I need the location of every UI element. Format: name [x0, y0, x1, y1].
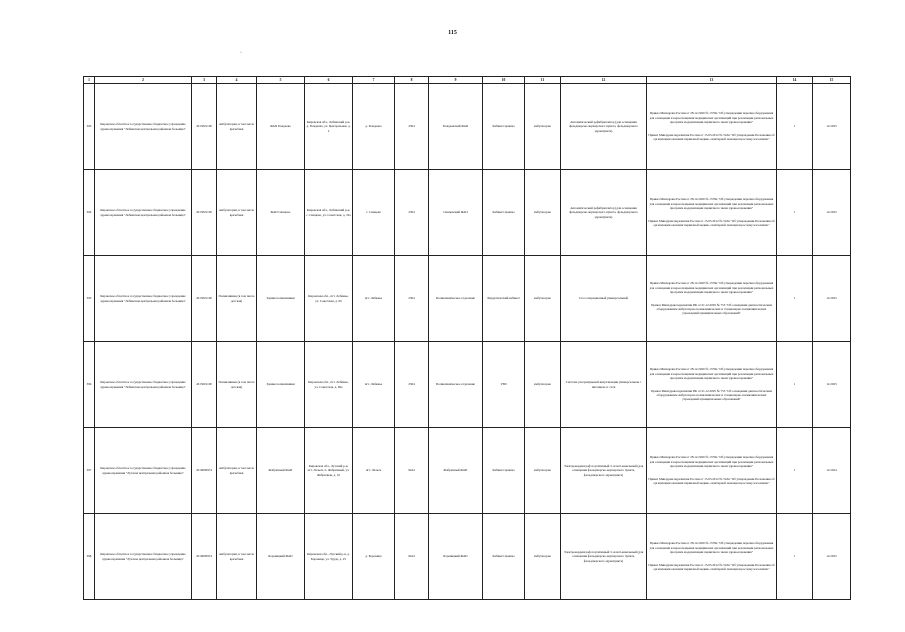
row-number: 398: [84, 514, 95, 600]
quantity: 1: [777, 84, 813, 170]
department: Поликлиническое отделение: [429, 256, 483, 342]
quantity: 1: [777, 428, 813, 514]
care-conditions: амбулаторно: [525, 342, 561, 428]
column-header: 2: [95, 77, 192, 84]
quantity: 1: [777, 514, 813, 600]
quantity: 1: [777, 256, 813, 342]
unit-name: Боровицкий ФАП: [257, 514, 305, 600]
organization-name: Кировское областное государственное бюджетное учреждение здравоохранения "Лебяжская центральная районная больница": [95, 256, 192, 342]
organization-name: Кировское областное государственное бюджетное учреждение здравоохранения "Лебяжская центральная районная больница": [95, 84, 192, 170]
equipment-name: Электрокардиограф портативный 3- или 6-канальный (для оснащения фельдшерско-акушерского пункта, фельдшерского здравпункта): [561, 428, 647, 514]
facility-type: Амбулатория, в том числе врачебная: [217, 170, 257, 256]
table-body: [84, 84, 851, 600]
care-conditions: амбулаторно: [525, 256, 561, 342]
facility-type: Поликлиника (в том числе детская): [217, 256, 257, 342]
legal-basis-order-1: Приказ Минздрава России от 28.12.2020 № 1379н "Об утверждении перечня оборудования для оснащения и переоснащения медицинских организаций при реализации региональных программ модернизации первичного звена здравоохранения": [649, 111, 774, 124]
org-code: 4315001100: [192, 342, 217, 428]
row-number: 397: [84, 428, 95, 514]
department: Синцовский ФАП: [429, 170, 483, 256]
oktmo-code: 2304: [395, 84, 429, 170]
locality: пгт. Лальск: [353, 428, 395, 514]
oktmo-code: 2304: [395, 342, 429, 428]
legal-basis-order-2: Приказ Минздравсоцразвития РФ от 01.12.2005 № 753 "Об оснащении диагностическим оборудованием амбулаторно-поликлинических и стационарно-поликлинических учреждений муниципальных образований": [651, 389, 772, 402]
locality: пгт. Лебяжье: [353, 256, 395, 342]
room: Кабинет приема: [483, 428, 525, 514]
address: Кировская обл., пгт. Лебяжье, ул. Советская, д. 69а: [305, 342, 353, 428]
table-row: [84, 428, 851, 514]
legal-basis-order-1: Приказ Минздрава России от 28.12.2020 № 1379н "Об утверждении перечня оборудования для оснащения и переоснащения медицинских организаций при реализации региональных программ модернизации первичного звена здравоохранения": [649, 281, 774, 294]
locality: пгт. Лебяжье: [353, 342, 395, 428]
delivery-date: 12.2025: [813, 342, 851, 428]
care-conditions: амбулаторно: [525, 428, 561, 514]
table-row: [84, 84, 851, 170]
table-row: [84, 170, 851, 256]
table-row: [84, 342, 851, 428]
address: Кировская обл., Лебяжский р-н, д. Рождеево, ул. Центральная, д. 2: [305, 84, 353, 170]
legal-basis-order-1: Приказ Минздрава России от 28.12.2020 № 1379н "Об утверждении перечня оборудования для оснащения и переоснащения медицинских организаций при реализации региональных программ модернизации первичного звена здравоохранения": [649, 455, 774, 468]
equipment-name: Стол операционный универсальный: [561, 256, 647, 342]
legal-basis: [647, 428, 777, 514]
facility-type: Амбулатория, в том числе врачебная: [217, 514, 257, 600]
delivery-date: 12.2025: [813, 170, 851, 256]
column-header: 9: [429, 77, 483, 84]
equipment-name: Автоматический дефибриллятор (для оснащения фельдшерско-акушерского пункта, фельдшерского здравпункта): [561, 170, 647, 256]
org-code: 4315001100: [192, 170, 217, 256]
legal-basis-order-2: Приказ Минздравсоцразвития России от 15.05.2012 № 543н "Об утверждении Положения об организации оказания первичной медико-санитарной помощи взрослому населению": [648, 219, 775, 228]
legal-basis-order-1: Приказ Минздрава России от 28.12.2020 № 1379н "Об утверждении перечня оборудования для оснащения и переоснащения медицинских организаций при реализации региональных программ модернизации первичного звена здравоохранения": [649, 541, 774, 554]
organization-name: Кировское областное государственное бюджетное учреждение здравоохранения "Лузская центральная районная больница": [95, 428, 192, 514]
column-header: 4: [217, 77, 257, 84]
stray-mark: ·: [240, 50, 242, 56]
legal-basis-order-2: Приказ Минздравсоцразвития России от 15.05.2012 № 543н "Об утверждении Положения об организации оказания первичной медико-санитарной помощи взрослому населению": [648, 133, 775, 142]
row-number: 396: [84, 342, 95, 428]
row-number: 395: [84, 256, 95, 342]
organization-name: Кировское областное государственное бюджетное учреждение здравоохранения "Лузская центральная районная больница": [95, 514, 192, 600]
equipment-table: [83, 76, 851, 600]
column-header: 6: [305, 77, 353, 84]
locality: с. Синцово: [353, 170, 395, 256]
legal-basis-order-2: Приказ Минздравсоцразвития РФ от 01.12.2005 № 753 "Об оснащении диагностическим оборудованием амбулаторно-поликлинических и стационарно-поликлинических учреждений муниципальных образований": [651, 303, 772, 316]
legal-basis-order-1: Приказ Минздрава России от 28.12.2020 № 1379н "Об утверждении перечня оборудования для оснащения и переоснащения медицинских организаций при реализации региональных программ модернизации первичного звена здравоохранения": [649, 197, 774, 210]
room: УЗИ: [483, 342, 525, 428]
row-number: 393: [84, 84, 95, 170]
column-header: 11: [525, 77, 561, 84]
unit-name: Здание поликлиники: [257, 342, 305, 428]
facility-type: Амбулатория, в том числе врачебная: [217, 84, 257, 170]
column-header: 8: [395, 77, 429, 84]
organization-name: Кировское областное государственное бюджетное учреждение здравоохранения "Лебяжская центральная районная больница": [95, 170, 192, 256]
legal-basis-order-2: Приказ Минздравсоцразвития России от 15.05.2012 № 543н "Об утверждении Положения об организации оказания первичной медико-санитарной помощи взрослому населению": [648, 563, 775, 572]
table-row: [84, 514, 851, 600]
room: Кабинет приема: [483, 514, 525, 600]
address: Кировская обл., Лузский р-н, пгт. Лальск, п. Фабричный, ул. Фабричная, д. 16: [305, 428, 353, 514]
org-code: 4315001100: [192, 256, 217, 342]
care-conditions: амбулаторно: [525, 84, 561, 170]
column-header: 12: [561, 77, 647, 84]
address: Кировская обл., Лузский р-н, д. Боровица, ул. Труда, д. 25: [305, 514, 353, 600]
oktmo-code: 2304: [395, 170, 429, 256]
locality: д. Боровица: [353, 514, 395, 600]
column-header: 13: [647, 77, 777, 84]
delivery-date: 12.2025: [813, 514, 851, 600]
org-code: 4316000974: [192, 428, 217, 514]
quantity: 1: [777, 342, 813, 428]
column-header: 1: [84, 77, 95, 84]
equipment-name: Электрокардиограф портативный 3- или 6-канальный (для оснащения фельдшерско-акушерского пункта, фельдшерского здравпункта): [561, 514, 647, 600]
oktmo-code: 9424: [395, 514, 429, 600]
locality: д. Рождеево: [353, 84, 395, 170]
facility-type: Поликлиника (в том числе детская): [217, 342, 257, 428]
oktmo-code: 9424: [395, 428, 429, 514]
legal-basis: [647, 170, 777, 256]
column-header: 3: [192, 77, 217, 84]
delivery-date: 12.2025: [813, 256, 851, 342]
department: Боровицкий ФАП: [429, 514, 483, 600]
unit-name: Здание поликлиники: [257, 256, 305, 342]
room: Кабинет приема: [483, 170, 525, 256]
organization-name: Кировское областное государственное бюджетное учреждение здравоохранения "Лебяжская центральная районная больница": [95, 342, 192, 428]
legal-basis: [647, 256, 777, 342]
care-conditions: амбулаторно: [525, 514, 561, 600]
column-header: 5: [257, 77, 305, 84]
legal-basis-order-1: Приказ Минздрава России от 28.12.2020 № 1379н "Об утверждении перечня оборудования для оснащения и переоснащения медицинских организаций при реализации региональных программ модернизации первичного звена здравоохранения": [649, 367, 774, 380]
legal-basis: [647, 84, 777, 170]
address: Кировская обл., пгт. Лебяжье, ул. Советская, д. 69: [305, 256, 353, 342]
oktmo-code: 2304: [395, 256, 429, 342]
unit-name: Фабричный ФАП: [257, 428, 305, 514]
facility-type: Амбулатория, в том числе врачебная: [217, 428, 257, 514]
quantity: 1: [777, 170, 813, 256]
legal-basis: [647, 342, 777, 428]
department: Фабричный ФАП: [429, 428, 483, 514]
table-row: [84, 256, 851, 342]
column-header: 15: [813, 77, 851, 84]
org-code: 4316000974: [192, 514, 217, 600]
address: Кировская обл., Лебяжский р-н, с. Синцово, ул. Советская, д. 19а: [305, 170, 353, 256]
page-number: 115: [448, 30, 457, 36]
column-header: 7: [353, 77, 395, 84]
equipment-name: Система ультразвуковой визуализации универсальная с питанием от сети: [561, 342, 647, 428]
unit-name: ФАП Синцово: [257, 170, 305, 256]
unit-name: ФАП Рождеево: [257, 84, 305, 170]
equipment-name: Автоматический дефибриллятор (для оснащения фельдшерско-акушерского пункта, фельдшерского здравпункта): [561, 84, 647, 170]
column-header: 14: [777, 77, 813, 84]
care-conditions: амбулаторно: [525, 170, 561, 256]
delivery-date: 12.2024: [813, 428, 851, 514]
header-row: [84, 77, 851, 84]
department: Рождеевский ФАП: [429, 84, 483, 170]
room: Хирургический кабинет: [483, 256, 525, 342]
department: Поликлиническое отделение: [429, 342, 483, 428]
room: Кабинет приема: [483, 84, 525, 170]
row-number: 394: [84, 170, 95, 256]
org-code: 4315001100: [192, 84, 217, 170]
delivery-date: 12.2025: [813, 84, 851, 170]
legal-basis: [647, 514, 777, 600]
column-header: 10: [483, 77, 525, 84]
legal-basis-order-2: Приказ Минздравсоцразвития России от 15.05.2012 № 543н "Об утверждении Положения об организации оказания первичной медико-санитарной помощи взрослому населению": [648, 477, 775, 486]
